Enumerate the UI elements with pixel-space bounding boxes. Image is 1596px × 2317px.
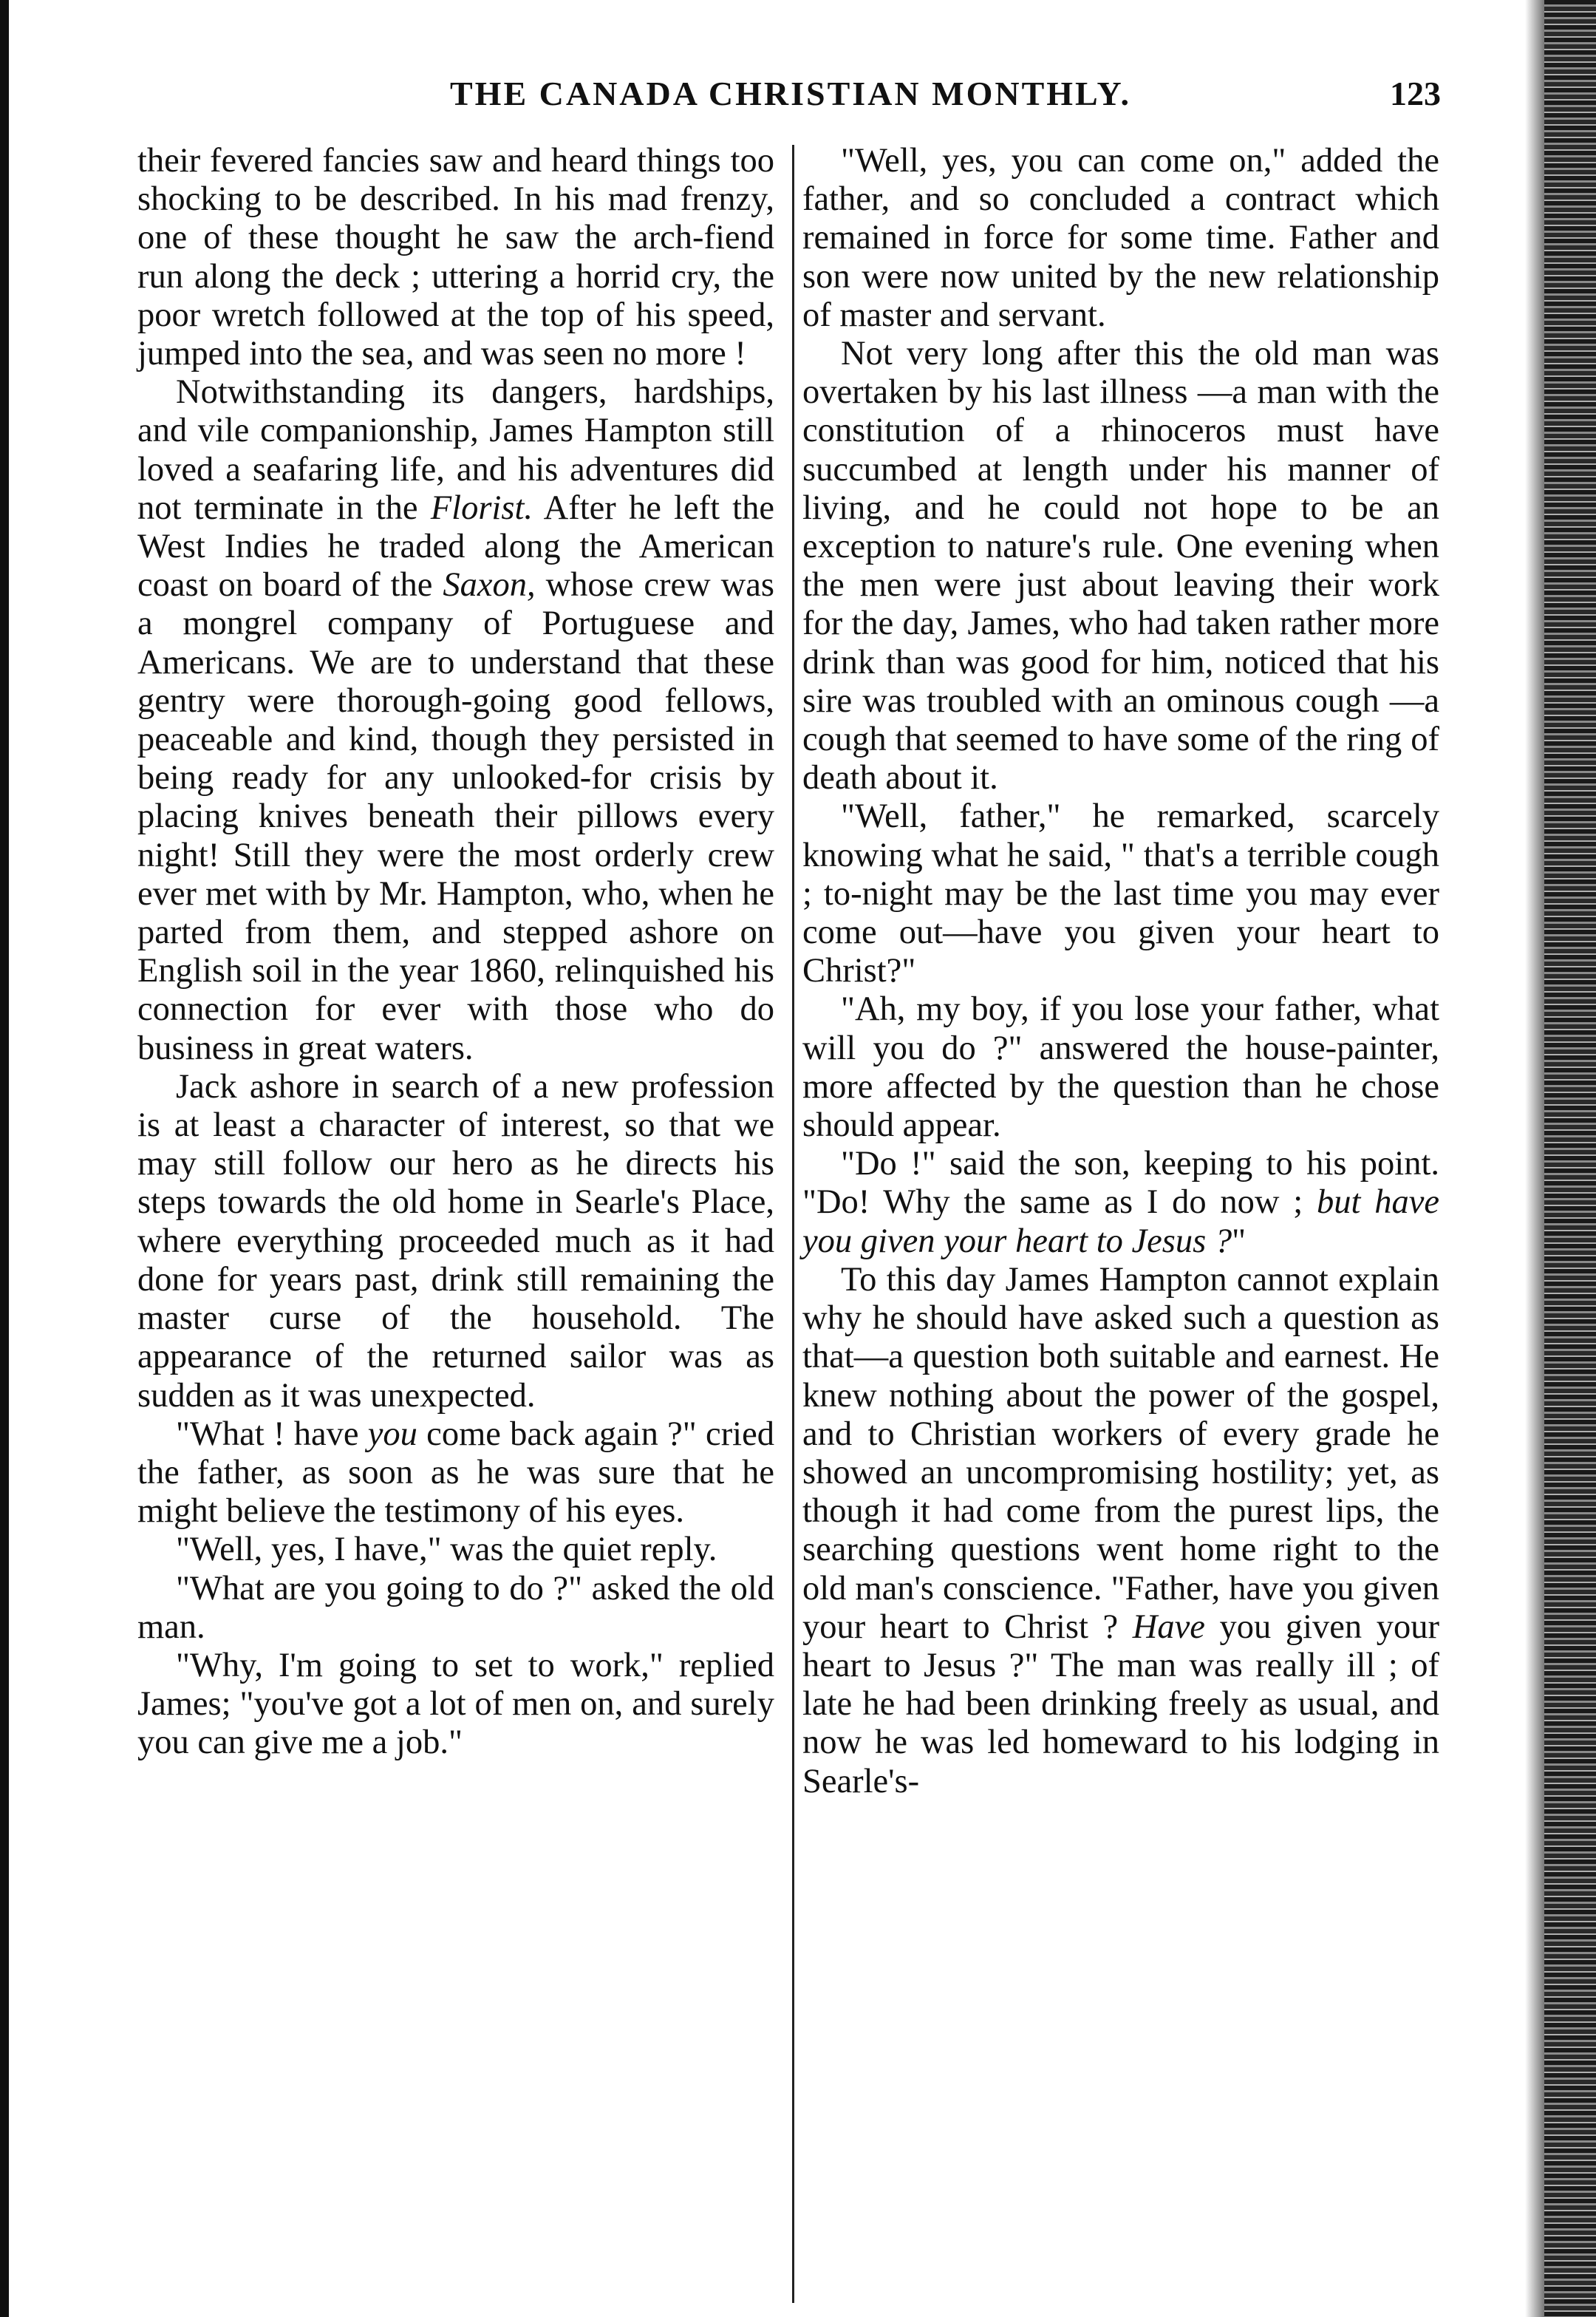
left-paragraph-4 xyxy=(137,1415,774,1531)
ship-name-saxon: Saxon, xyxy=(443,566,536,605)
right-paragraph-5 xyxy=(802,1145,1439,1261)
text-run: Notwithstanding its dangers, hardships, and vile companionship, James Hampton still loved a seafaring life, and his adventures did not terminate in the xyxy=(137,373,774,527)
text-run: " xyxy=(1232,1222,1247,1260)
left-paragraph-5: "Well, yes, I have," was the quiet reply. xyxy=(176,1531,717,1569)
text-run: "What ! have xyxy=(176,1415,368,1453)
column-divider xyxy=(792,145,794,2303)
left-paragraph-7: "Why, I'm going to set to work," replied James; "you've got a lot of men on, and surely you can give me a job." xyxy=(137,1646,774,1762)
page-header xyxy=(140,74,1441,121)
running-title: THE CANADA CHRISTIAN MONTHLY. xyxy=(450,75,1131,112)
right-column xyxy=(802,142,1439,1801)
text-run: To this day James Hampton cannot explain why he should have asked such a question as that—a question both suitable and earnest. He knew nothing about the power of the gospel, and to Christian workers of every grade he showed an uncompromising hostility; yet, as though it had come from the purest lips, the searching questions went home right to the old man's conscience. "Father, have you given your heart to Christ ? xyxy=(802,1260,1439,1646)
right-paragraph-2: Not very long after this the old man was overtaken by his last illness —a man with the constitution of a rhinoceros must have succumbed at length under his manner of living, and he could not hope to be an exception to nature's rule. One evening when the men were just about leaving their work for the day, James, who had taken rather more drink than was good for him, noticed that his sire was troubled with an ominous cough —a cough that seemed to have some of the ring of death about it. xyxy=(802,335,1439,797)
emphasis: you xyxy=(367,1415,417,1453)
text-run: come back again ?" cried the father, as soon as he was sure that he might believe the testimony of his eyes. xyxy=(137,1415,774,1531)
left-paragraph-6: "What are you going to do ?" asked the old man. xyxy=(137,1569,774,1646)
page-number: 123 xyxy=(1390,75,1441,112)
left-column xyxy=(137,142,774,1763)
page-edge-shadow-left xyxy=(0,0,9,2317)
right-paragraph-1: "Well, yes, you can come on," added the father, and so concluded a contract which remained in force for some time. Father and son were now united by the new relationship of master and servant. xyxy=(802,142,1439,334)
page-edge-fade-right xyxy=(1525,0,1544,2317)
left-paragraph-1: their fevered fancies saw and heard things too shocking to be described. In his mad frenzy, one of these thought he saw the arch-fiend run along the deck ; uttering a horrid cry, the poor wretch followed at the top of his speed, jumped into the sea, and was seen no more ! xyxy=(137,142,774,373)
page-edge-shadow-right xyxy=(1544,0,1596,2317)
text-run: whose crew was a mongrel company of Portuguese and Americans. We are to understand that these gentry were thorough-going good fellows, peaceable and kind, though they persisted in being ready for any unlooked-for crisis by placing knives beneath their pillows every night! Still they were the most orderly crew ever met with by Mr. Hampton, who, when he parted from them, and stepped ashore on English soil in the year 1860, relinquished his connection for ever with those who do business in great waters. xyxy=(137,566,774,1067)
right-paragraph-6 xyxy=(802,1261,1439,1801)
right-paragraph-4: "Ah, my boy, if you lose your father, what will you do ?" answered the house-painter, more affected by the question than he chose should appear. xyxy=(802,990,1439,1145)
text-run: you given your heart to Jesus ?" The man was really ill ; of late he had been drinking freely as usual, and now he was led homeward to his lodging in Searle's- xyxy=(802,1607,1439,1800)
emphasis: Have xyxy=(1132,1607,1205,1646)
ship-name-florist: Florist. xyxy=(430,489,533,527)
left-paragraph-3: Jack ashore in search of a new profession is at least a character of interest, so that we may still follow our hero as he directs his steps towards the old home in Searle's Place, where everything proceeded much as it had done for years past, drink still remaining the master curse of the household. The appearance of the returned sailor was as sudden as it was unexpected. xyxy=(137,1067,774,1415)
emphasis: but have you given your heart to Jesus ? xyxy=(802,1183,1440,1260)
text-run: "Do !" said the son, keeping to his point. "Do! Why the same as I do now ; xyxy=(802,1145,1439,1222)
text-run: After he left the West Indies he traded along the American coast on board of the xyxy=(137,489,774,605)
right-paragraph-3: "Well, father," he remarked, scarcely knowing what he said, " that's a terrible cough ; to-night may be the last time you may ever come out—have you given your heart to Christ?" xyxy=(802,797,1439,990)
left-paragraph-2 xyxy=(137,373,774,1068)
